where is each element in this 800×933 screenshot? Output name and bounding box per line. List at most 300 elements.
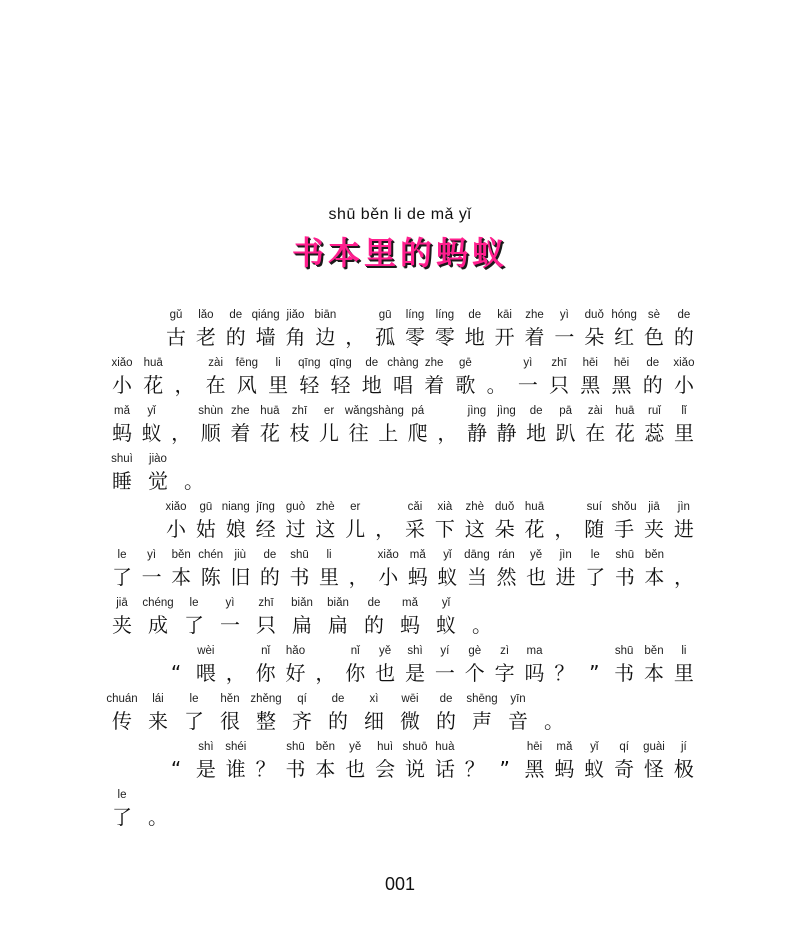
character-unit xyxy=(138,402,166,450)
hanzi: 边 xyxy=(315,325,336,349)
character-unit xyxy=(550,642,578,690)
hanzi: 睡 xyxy=(112,469,132,493)
character-unit xyxy=(315,402,343,450)
hanzi: 本 xyxy=(644,661,664,685)
hanzi: 花 xyxy=(143,373,164,397)
hanzi: ， xyxy=(174,373,195,397)
character-unit xyxy=(431,498,459,546)
hanzi: 朵 xyxy=(584,325,605,349)
character-unit xyxy=(432,690,460,738)
character-unit xyxy=(285,546,313,594)
character-unit xyxy=(433,402,461,450)
hanzi: 下 xyxy=(434,517,455,541)
hanzi: 蚁 xyxy=(436,613,456,637)
hanzi: 小 xyxy=(673,373,694,397)
pinyin: de xyxy=(229,309,243,321)
pinyin: shì xyxy=(198,741,214,753)
hanzi: 的 xyxy=(364,613,384,637)
hanzi: 老 xyxy=(195,325,216,349)
hanzi: 也 xyxy=(375,661,396,685)
text-line xyxy=(108,738,698,786)
hanzi: 朵 xyxy=(494,517,515,541)
character-unit xyxy=(640,306,668,354)
pinyin: zhè xyxy=(316,501,335,513)
hanzi: 这 xyxy=(464,517,485,541)
pinyin: jiā xyxy=(648,501,660,513)
hanzi: 里 xyxy=(673,421,694,445)
hanzi: 地 xyxy=(526,421,547,445)
character-unit xyxy=(256,402,284,450)
character-unit xyxy=(341,306,369,354)
character-unit xyxy=(404,402,432,450)
pinyin: hěn xyxy=(220,693,240,705)
character-unit xyxy=(192,642,220,690)
hanzi: 开 xyxy=(494,325,515,349)
hanzi: 齐 xyxy=(292,709,312,733)
hanzi: 这 xyxy=(315,517,336,541)
hanzi: 儿 xyxy=(345,517,366,541)
character-unit xyxy=(581,546,609,594)
character-unit xyxy=(468,594,496,642)
hanzi: 轻 xyxy=(330,373,351,397)
character-unit xyxy=(371,306,399,354)
hanzi: 小 xyxy=(378,565,399,589)
character-unit xyxy=(233,354,261,402)
hanzi: 奇 xyxy=(614,757,635,781)
hanzi: 当 xyxy=(466,565,487,589)
text-line xyxy=(108,786,698,834)
hanzi: 了 xyxy=(112,565,132,589)
hanzi: ， xyxy=(673,565,694,589)
hanzi: 成 xyxy=(148,613,168,637)
hanzi: 蚂 xyxy=(554,757,575,781)
hanzi: 蚁 xyxy=(141,421,162,445)
character-unit xyxy=(108,354,136,402)
character-unit xyxy=(670,642,698,690)
hanzi: 一 xyxy=(554,325,575,349)
hanzi: 个 xyxy=(464,661,485,685)
pinyin: xiǎo xyxy=(673,357,695,369)
character-unit xyxy=(451,354,479,402)
character-unit xyxy=(222,498,250,546)
character-unit xyxy=(226,546,254,594)
hanzi: 古 xyxy=(166,325,186,349)
pinyin: de xyxy=(468,309,482,321)
pinyin: er xyxy=(350,501,361,513)
hanzi: 旧 xyxy=(230,565,251,589)
character-unit xyxy=(640,402,668,450)
character-unit xyxy=(540,690,568,738)
character-unit xyxy=(108,402,136,450)
pinyin: yǐ xyxy=(441,597,451,609)
pinyin: shuō xyxy=(402,741,428,753)
pinyin: hóng xyxy=(611,309,637,321)
hanzi: 喂 xyxy=(195,661,216,685)
character-unit xyxy=(550,738,578,786)
hanzi: 地 xyxy=(464,325,485,349)
hanzi: 声 xyxy=(472,709,492,733)
hanzi: 进 xyxy=(673,517,694,541)
pinyin: de xyxy=(677,309,691,321)
pinyin: yí xyxy=(440,645,450,657)
pinyin: de xyxy=(263,549,277,561)
hanzi: 小 xyxy=(112,373,132,397)
character-unit xyxy=(580,642,608,690)
page-title: 书本里的蚂蚁 xyxy=(291,234,508,272)
hanzi: 儿 xyxy=(319,421,340,445)
character-unit xyxy=(170,354,198,402)
character-unit xyxy=(468,690,496,738)
pinyin: jīng xyxy=(256,501,275,513)
pinyin: yì xyxy=(147,549,157,561)
character-unit xyxy=(431,642,459,690)
character-unit xyxy=(315,546,343,594)
pinyin: chéng xyxy=(142,597,174,609)
pinyin: zhe xyxy=(231,405,250,417)
hanzi: 来 xyxy=(148,709,168,733)
character-unit xyxy=(252,690,280,738)
character-unit xyxy=(670,498,698,546)
pinyin: yě xyxy=(349,741,362,753)
hanzi: 了 xyxy=(112,805,132,829)
hanzi: 歌 xyxy=(455,373,476,397)
text-line xyxy=(108,450,698,498)
character-unit xyxy=(493,546,521,594)
character-unit xyxy=(371,498,399,546)
pinyin: zhè xyxy=(465,501,485,513)
character-unit xyxy=(162,498,190,546)
character-unit xyxy=(282,738,310,786)
character-unit xyxy=(144,786,172,834)
character-unit xyxy=(345,546,373,594)
hanzi: 传 xyxy=(112,709,132,733)
hanzi: 地 xyxy=(361,373,382,397)
character-unit xyxy=(282,498,310,546)
pinyin: zhe xyxy=(525,309,544,321)
hanzi: 黑 xyxy=(580,373,601,397)
character-unit xyxy=(521,738,549,786)
character-unit xyxy=(514,354,542,402)
hanzi: 唱 xyxy=(392,373,413,397)
pinyin: jí xyxy=(681,741,687,753)
hanzi: 书 xyxy=(285,757,306,781)
character-unit xyxy=(521,642,549,690)
pinyin: li xyxy=(326,549,332,561)
hanzi: 经 xyxy=(255,517,276,541)
pinyin: zài xyxy=(587,405,603,417)
hanzi: 。 xyxy=(544,709,564,733)
character-unit xyxy=(341,642,369,690)
character-unit xyxy=(285,402,313,450)
hanzi: 了 xyxy=(184,613,204,637)
character-unit xyxy=(360,690,388,738)
hanzi: 整 xyxy=(256,709,276,733)
hanzi: 轻 xyxy=(299,373,320,397)
pinyin: shū xyxy=(614,645,634,657)
character-unit xyxy=(192,498,220,546)
hanzi: 顺 xyxy=(200,421,221,445)
hanzi: 静 xyxy=(496,421,517,445)
character-unit xyxy=(222,642,250,690)
hanzi: 夹 xyxy=(112,613,132,637)
pinyin: běn xyxy=(644,645,664,657)
hanzi: 的 xyxy=(436,709,456,733)
pinyin: qí xyxy=(297,693,307,705)
pinyin: gè xyxy=(468,645,482,657)
pinyin: jiào xyxy=(149,453,167,465)
pinyin: yīn xyxy=(510,693,526,705)
hanzi: 的 xyxy=(642,373,663,397)
pinyin: pá xyxy=(411,405,425,417)
pinyin: le xyxy=(117,789,127,801)
character-unit xyxy=(401,738,429,786)
character-unit xyxy=(522,546,550,594)
pinyin: qīng xyxy=(298,357,321,369)
pinyin: gū xyxy=(378,309,392,321)
hanzi: 枝 xyxy=(289,421,310,445)
character-unit xyxy=(610,498,638,546)
pinyin: yǐ xyxy=(443,549,452,561)
pinyin: hēi xyxy=(526,741,543,753)
hanzi: 姑 xyxy=(195,517,216,541)
hanzi: 娘 xyxy=(225,517,246,541)
character-unit xyxy=(108,594,136,642)
pinyin: duǒ xyxy=(495,501,515,513)
hanzi: 细 xyxy=(364,709,384,733)
pinyin: biǎn xyxy=(291,597,313,609)
pinyin: zhe xyxy=(424,357,444,369)
character-unit xyxy=(522,402,550,450)
hanzi: 的 xyxy=(673,325,694,349)
pinyin: rán xyxy=(498,549,515,561)
hanzi: 书 xyxy=(289,565,310,589)
character-unit xyxy=(139,354,167,402)
character-unit xyxy=(491,738,519,786)
hanzi: 说 xyxy=(405,757,425,781)
hanzi: 零 xyxy=(405,325,425,349)
pinyin: mǎ xyxy=(556,741,573,753)
character-unit xyxy=(552,402,580,450)
pinyin: shū xyxy=(290,549,309,561)
pinyin: huā xyxy=(615,405,635,417)
hanzi: 着 xyxy=(424,373,445,397)
pinyin: ruǐ xyxy=(648,405,661,417)
character-unit xyxy=(431,306,459,354)
hanzi: 本 xyxy=(315,757,336,781)
hanzi: 手 xyxy=(614,517,635,541)
hanzi: ， xyxy=(315,661,336,685)
hanzi: ” xyxy=(499,757,510,781)
pinyin: yì xyxy=(523,357,533,369)
character-unit xyxy=(324,594,352,642)
character-unit xyxy=(374,402,402,450)
pinyin: jiā xyxy=(116,597,128,609)
hanzi: 着 xyxy=(230,421,251,445)
pinyin: kāi xyxy=(497,309,512,321)
character-unit xyxy=(670,354,698,402)
hanzi: 是 xyxy=(195,757,216,781)
hanzi: 你 xyxy=(345,661,366,685)
pinyin: hēi xyxy=(613,357,630,369)
hanzi: 里 xyxy=(268,373,289,397)
pinyin: qí xyxy=(619,741,629,753)
text-line xyxy=(108,546,698,594)
pinyin: guò xyxy=(285,501,306,513)
character-unit xyxy=(433,546,461,594)
character-unit xyxy=(180,450,208,498)
character-unit xyxy=(197,402,225,450)
character-unit xyxy=(640,738,668,786)
hanzi: 的 xyxy=(328,709,348,733)
hanzi: ， xyxy=(554,517,575,541)
hanzi: 你 xyxy=(255,661,276,685)
hanzi: 一 xyxy=(517,373,538,397)
hanzi: 话 xyxy=(434,757,455,781)
character-unit xyxy=(610,642,638,690)
pinyin: le xyxy=(189,693,199,705)
pinyin: lái xyxy=(152,693,164,705)
character-unit xyxy=(252,498,280,546)
pinyin: mǎ xyxy=(114,405,130,417)
character-unit xyxy=(222,738,250,786)
character-unit xyxy=(216,594,244,642)
character-unit xyxy=(581,402,609,450)
hanzi: 本 xyxy=(171,565,192,589)
pinyin: er xyxy=(323,405,335,417)
pinyin: xiǎo xyxy=(377,549,399,561)
character-unit xyxy=(358,354,386,402)
hanzi: 吗 xyxy=(524,661,545,685)
pinyin: líng xyxy=(405,309,425,321)
hanzi: 。 xyxy=(486,373,507,397)
hanzi: 只 xyxy=(256,613,276,637)
character-unit xyxy=(493,402,521,450)
text-line xyxy=(108,306,698,354)
pinyin: duǒ xyxy=(584,309,604,321)
character-unit xyxy=(341,738,369,786)
pinyin: yǐ xyxy=(147,405,156,417)
character-unit xyxy=(288,690,316,738)
pinyin: li xyxy=(275,357,281,369)
character-unit xyxy=(295,354,323,402)
hanzi: 谁 xyxy=(225,757,246,781)
character-unit xyxy=(162,642,190,690)
hanzi: 也 xyxy=(345,757,366,781)
pinyin: biǎn xyxy=(327,597,349,609)
character-unit xyxy=(162,738,190,786)
pinyin: huā xyxy=(524,501,545,513)
character-unit xyxy=(608,354,636,402)
hanzi: 夹 xyxy=(644,517,664,541)
pinyin: de xyxy=(367,597,381,609)
title-pinyin: shū běn li de mǎ yǐ xyxy=(328,206,472,223)
pinyin: shū xyxy=(286,741,305,753)
character-unit xyxy=(461,306,489,354)
character-unit xyxy=(202,354,230,402)
hanzi: 很 xyxy=(220,709,240,733)
character-unit xyxy=(167,402,195,450)
character-unit xyxy=(640,546,668,594)
pinyin: shéi xyxy=(225,741,247,753)
pinyin: yǐ xyxy=(590,741,599,753)
pinyin: jìng xyxy=(497,405,516,417)
pinyin: pā xyxy=(559,405,573,417)
text-line xyxy=(108,690,698,738)
character-unit xyxy=(521,498,549,546)
pinyin: zhī xyxy=(291,405,308,417)
hanzi: 会 xyxy=(375,757,396,781)
hanzi: 蚁 xyxy=(437,565,458,589)
pinyin: gǔ xyxy=(169,309,183,321)
pinyin: de xyxy=(646,357,660,369)
character-unit xyxy=(580,738,608,786)
pinyin: jiù xyxy=(234,549,247,561)
pinyin: li xyxy=(681,645,687,657)
character-unit xyxy=(504,690,532,738)
hanzi: 书 xyxy=(614,565,635,589)
hanzi: 黑 xyxy=(524,757,545,781)
character-unit xyxy=(576,354,604,402)
hanzi: 的 xyxy=(259,565,280,589)
hanzi: 随 xyxy=(584,517,605,541)
pinyin: jìn xyxy=(677,501,690,513)
character-unit xyxy=(670,306,698,354)
hanzi: ， xyxy=(171,421,192,445)
character-unit xyxy=(463,402,491,450)
pinyin: wèi xyxy=(197,645,215,657)
hanzi: 蚂 xyxy=(112,421,132,445)
character-unit xyxy=(311,498,339,546)
character-unit xyxy=(327,354,355,402)
character-unit xyxy=(491,306,519,354)
character-unit xyxy=(610,738,638,786)
pinyin: lǎo xyxy=(198,309,214,321)
character-unit xyxy=(611,546,639,594)
hanzi: ？ xyxy=(255,757,276,781)
pinyin: yě xyxy=(530,549,543,561)
pinyin: mǎ xyxy=(409,549,426,561)
pinyin: zài xyxy=(208,357,223,369)
character-unit xyxy=(670,402,698,450)
hanzi: 上 xyxy=(378,421,399,445)
hanzi: 。 xyxy=(148,805,168,829)
hanzi: ？ xyxy=(554,661,575,685)
character-unit xyxy=(389,354,417,402)
character-unit xyxy=(491,498,519,546)
hanzi: 也 xyxy=(526,565,547,589)
hanzi: 红 xyxy=(614,325,635,349)
hanzi: 里 xyxy=(673,661,694,685)
character-unit xyxy=(108,450,136,498)
character-unit xyxy=(483,354,511,402)
hanzi: 花 xyxy=(614,421,635,445)
pinyin: jìng xyxy=(467,405,487,417)
text-line xyxy=(108,642,698,690)
hanzi: 怪 xyxy=(644,757,664,781)
character-unit xyxy=(491,642,519,690)
character-unit xyxy=(282,642,310,690)
pinyin: líng xyxy=(435,309,455,321)
hanzi: 在 xyxy=(585,421,606,445)
hanzi: 。 xyxy=(184,469,204,493)
hanzi: 一 xyxy=(141,565,162,589)
hanzi: 孤 xyxy=(375,325,396,349)
character-unit xyxy=(138,546,166,594)
character-unit xyxy=(461,738,489,786)
pinyin: zì xyxy=(500,645,510,657)
pinyin: hēi xyxy=(582,357,598,369)
character-unit xyxy=(550,498,578,546)
